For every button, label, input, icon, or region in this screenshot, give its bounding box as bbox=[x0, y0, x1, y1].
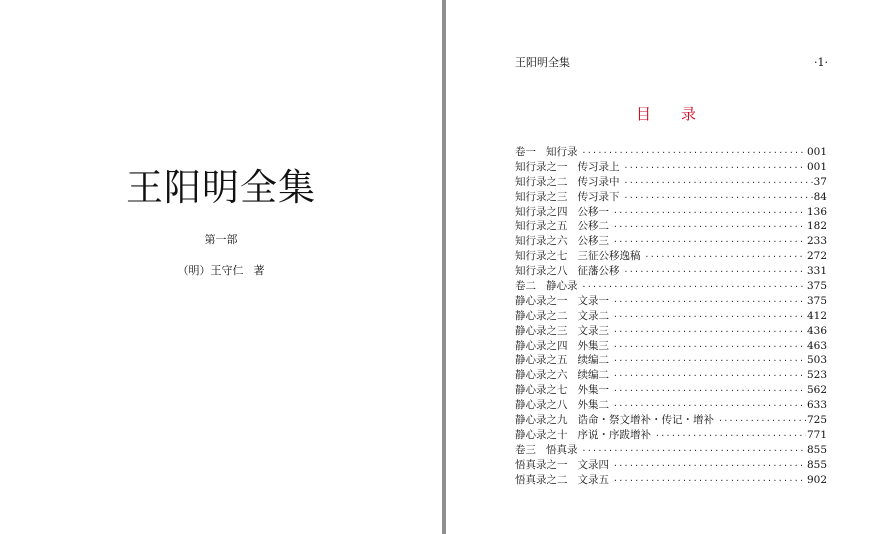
toc-entry-title: 悟真录 bbox=[546, 443, 578, 456]
toc-entry-page: 562 bbox=[806, 384, 827, 397]
toc-entry-title: 序说・序跋增补 bbox=[577, 428, 651, 441]
toc-entry-page: 771 bbox=[806, 428, 827, 441]
toc-entry-section: 静心录之三 bbox=[515, 324, 568, 337]
toc-entry[interactable] bbox=[515, 264, 827, 279]
toc-entry-section: 知行录之八 bbox=[515, 265, 568, 278]
toc-heading bbox=[636, 105, 696, 123]
toc-entry-page: 375 bbox=[806, 294, 827, 307]
toc-leader-dots bbox=[613, 206, 806, 221]
toc-entry-title: 外集二 bbox=[577, 399, 609, 412]
toc-entry-section: 静心录之十 bbox=[515, 428, 568, 441]
toc-entry-page: 001 bbox=[806, 146, 827, 158]
toc-entry[interactable] bbox=[515, 309, 827, 324]
toc-entry-title: 文录五 bbox=[577, 473, 609, 486]
toc-entry[interactable] bbox=[515, 428, 827, 443]
toc-entry-section: 知行录之三 bbox=[515, 190, 568, 203]
toc-entry-title: 文录四 bbox=[577, 458, 609, 471]
toc-entry-section: 静心录之九 bbox=[515, 414, 568, 427]
toc-entry-section: 静心录之二 bbox=[515, 309, 568, 322]
toc-entry-page: 463 bbox=[806, 339, 827, 352]
volume-label: 第一部 bbox=[204, 233, 238, 246]
toc-leader-dots bbox=[718, 414, 806, 429]
toc-entry-page: 233 bbox=[806, 235, 827, 248]
toc-entry[interactable] bbox=[515, 339, 827, 354]
toc-leader-dots bbox=[613, 235, 806, 250]
toc-entry-section: 悟真录之一 bbox=[515, 458, 568, 471]
toc-leader-dots bbox=[582, 444, 806, 459]
toc-entry[interactable] bbox=[515, 458, 827, 473]
toc-entry-page: 272 bbox=[806, 250, 827, 263]
toc-entry[interactable] bbox=[515, 353, 827, 368]
toc-entry-section: 卷二 bbox=[515, 280, 536, 293]
toc-entry[interactable] bbox=[515, 324, 827, 339]
toc-entry-title: 文录三 bbox=[577, 324, 609, 337]
right-page bbox=[446, 0, 890, 534]
toc-entry-section: 知行录之六 bbox=[515, 235, 568, 248]
toc-entry-page: 523 bbox=[806, 369, 827, 382]
toc-entry-title: 诰命・祭文增补・传记・增补 bbox=[577, 414, 714, 427]
toc-entry[interactable] bbox=[515, 234, 827, 249]
toc-entry-title: 传习录中 bbox=[577, 175, 620, 188]
toc-entry-title: 公移三 bbox=[577, 235, 609, 248]
toc-leader-dots bbox=[624, 176, 813, 191]
toc-entry-section: 卷三 bbox=[515, 443, 536, 456]
toc-entry-title: 外集一 bbox=[577, 384, 609, 397]
toc-entry-title: 公移二 bbox=[577, 220, 609, 233]
toc-entry[interactable] bbox=[515, 175, 827, 190]
toc-leader-dots bbox=[613, 340, 806, 355]
toc-leader-dots bbox=[582, 146, 806, 161]
toc-entry-section: 静心录之四 bbox=[515, 339, 568, 352]
toc-entry[interactable] bbox=[515, 413, 827, 428]
toc-entry-section: 静心录之七 bbox=[515, 384, 568, 397]
toc-entry-title: 外集三 bbox=[577, 339, 609, 352]
table-of-contents bbox=[515, 145, 827, 487]
toc-leader-dots bbox=[613, 220, 806, 235]
toc-leader-dots bbox=[613, 459, 806, 474]
toc-entry-section: 知行录之二 bbox=[515, 175, 568, 188]
toc-entry-title: 续编二 bbox=[577, 354, 609, 367]
toc-entry-section: 静心录之六 bbox=[515, 369, 568, 382]
toc-entry[interactable] bbox=[515, 205, 827, 220]
toc-entry[interactable] bbox=[515, 383, 827, 398]
book-title: 王阳明全集 bbox=[126, 166, 316, 209]
toc-leader-dots bbox=[624, 265, 806, 280]
left-page bbox=[0, 0, 442, 534]
toc-leader-dots bbox=[613, 399, 806, 414]
toc-entry-title: 知行录 bbox=[546, 146, 578, 158]
toc-entry[interactable] bbox=[515, 398, 827, 413]
toc-entry-page: 412 bbox=[806, 309, 827, 322]
toc-heading-char-1: 目 bbox=[636, 105, 652, 123]
toc-entry-title: 续编二 bbox=[577, 369, 609, 382]
toc-entry-page: 182 bbox=[806, 220, 827, 233]
toc-entry-title: 征藩公移 bbox=[577, 265, 620, 278]
toc-entry[interactable] bbox=[515, 145, 827, 160]
toc-leader-dots bbox=[624, 191, 813, 206]
toc-entry-section: 知行录之七 bbox=[515, 250, 568, 263]
toc-leader-dots bbox=[613, 310, 806, 325]
toc-entry-title: 静心录 bbox=[546, 280, 578, 293]
toc-heading-char-2: 录 bbox=[681, 105, 697, 123]
toc-entry-section: 静心录之一 bbox=[515, 294, 568, 307]
toc-entry-section: 悟真录之二 bbox=[515, 473, 568, 486]
toc-entry-page: 503 bbox=[806, 354, 827, 367]
toc-leader-dots bbox=[645, 250, 806, 265]
toc-leader-dots bbox=[655, 429, 806, 444]
toc-entry[interactable] bbox=[515, 249, 827, 264]
toc-entry-page: 136 bbox=[806, 205, 827, 218]
toc-entry[interactable] bbox=[515, 279, 827, 294]
author-name: （明）王守仁 bbox=[177, 264, 244, 277]
toc-leader-dots bbox=[624, 161, 806, 176]
toc-entry-title: 文录一 bbox=[577, 294, 609, 307]
toc-entry-page: 375 bbox=[806, 280, 827, 293]
toc-entry[interactable] bbox=[515, 368, 827, 383]
toc-entry-title: 文录二 bbox=[577, 309, 609, 322]
toc-leader-dots bbox=[613, 369, 806, 384]
toc-entry-page: 436 bbox=[806, 324, 827, 337]
toc-leader-dots bbox=[613, 354, 806, 369]
toc-leader-dots bbox=[613, 384, 806, 399]
running-header-title: 王阳明全集 bbox=[515, 56, 570, 69]
toc-entry[interactable] bbox=[515, 160, 827, 175]
toc-leader-dots bbox=[613, 295, 806, 310]
toc-entry-page: 633 bbox=[806, 399, 827, 412]
toc-entry[interactable] bbox=[515, 443, 827, 458]
toc-entry-section: 卷一 bbox=[515, 146, 536, 158]
toc-entry-section: 知行录之一 bbox=[515, 160, 568, 173]
toc-entry-page: 84 bbox=[813, 190, 827, 203]
toc-entry-title: 公移一 bbox=[577, 205, 609, 218]
toc-entry[interactable] bbox=[515, 294, 827, 309]
toc-entry-title: 传习录上 bbox=[577, 160, 620, 173]
author-role: 著 bbox=[253, 264, 265, 277]
toc-leader-dots bbox=[613, 474, 806, 489]
toc-entry[interactable] bbox=[515, 219, 827, 234]
toc-leader-dots bbox=[582, 280, 806, 295]
toc-entry-page: 902 bbox=[806, 473, 827, 486]
toc-entry-section: 静心录之五 bbox=[515, 354, 568, 367]
toc-entry-page: 001 bbox=[806, 160, 827, 173]
toc-entry-section: 知行录之四 bbox=[515, 205, 568, 218]
toc-entry-title: 三征公移逸稿 bbox=[577, 250, 641, 263]
toc-leader-dots bbox=[613, 325, 806, 340]
toc-entry-page: 331 bbox=[806, 265, 827, 278]
toc-entry-title: 传习录下 bbox=[577, 190, 620, 203]
toc-entry-page: 37 bbox=[813, 175, 827, 188]
toc-entry[interactable] bbox=[515, 190, 827, 205]
author-line bbox=[0, 264, 442, 278]
running-header-page-number: ·1· bbox=[814, 56, 828, 69]
toc-entry[interactable] bbox=[515, 473, 827, 488]
toc-entry-page: 855 bbox=[806, 443, 827, 456]
toc-entry-section: 知行录之五 bbox=[515, 220, 568, 233]
toc-entry-page: 855 bbox=[806, 458, 827, 471]
toc-entry-section: 静心录之八 bbox=[515, 399, 568, 412]
toc-entry-page: 725 bbox=[806, 414, 827, 427]
